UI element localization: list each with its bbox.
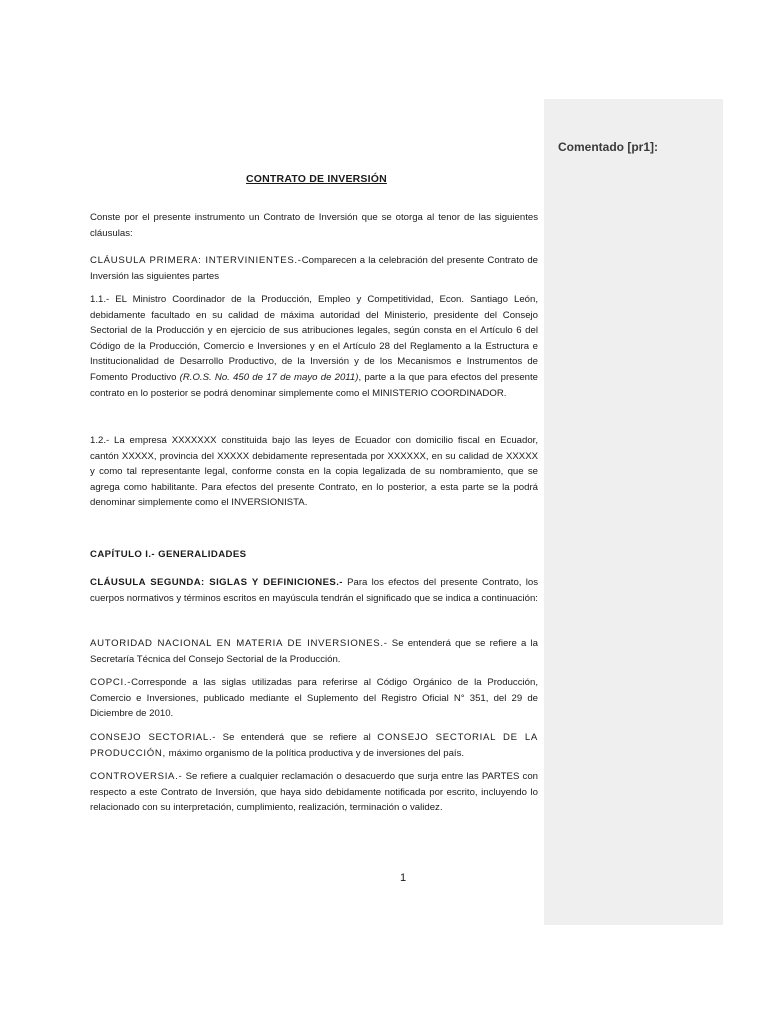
definition-autoridad-text: Se entenderá que se refiere a la Secretaría Técnica del Consejo Sectorial de la Producción. xyxy=(90,638,538,665)
definition-autoridad-term: AUTORIDAD NACIONAL EN MATERIA DE INVERSIONES.- xyxy=(90,638,388,649)
definition-consejo-term: CONSEJO SECTORIAL.- xyxy=(90,732,217,743)
paragraph-1-2: 1.2.- La empresa XXXXXXX constituida bajo las leyes de Ecuador con domicilio fiscal en Ecuador, cantón XXXXX, provincia del XXXXX debidamente representada por XXXXXX, en su calidad de XXXXX y como tal representante legal, conforme consta en la copia legalizada de su nombramiento, que se agrega como habilitante. Para efectos del presente Contrato, en lo posterior, a esta parte se la podrá denominar simplemente como el INVERSIONISTA. xyxy=(90,435,538,509)
definition-consejo-text-a: Se entenderá que se refiere al xyxy=(216,732,378,743)
paragraph-1-1 xyxy=(90,292,538,401)
definition-consejo-term-b: CONSEJO SECTORIAL DE LA PRODUCCIÓN, xyxy=(90,732,538,759)
clausula-primera-heading: CLÁUSULA PRIMERA: INTERVINIENTES.- xyxy=(90,255,302,266)
definition-controversia xyxy=(90,769,538,816)
document-title: CONTRATO DE INVERSIÓN xyxy=(246,173,387,185)
clausula-segunda-heading: CLÁUSULA SEGUNDA: SIGLAS Y DEFINICIONES.- xyxy=(90,577,343,588)
paragraph-1-1-text-b: , parte a la que para efectos del presente contrato en lo posterior se podrá denominar simplemente como el MINISTERIO COORDINADOR. xyxy=(90,371,538,399)
capitulo-heading: CAPÍTULO I.- GENERALIDADES xyxy=(90,549,247,560)
comment-pane xyxy=(544,99,723,925)
definition-copci-text: Corresponde a las siglas utilizadas para referirse al Código Orgánico de la Producción, Comercio e Inversiones, publicado mediante el Suplemento del Registro Oficial N° 351, del 29 de Diciembre de 2010. xyxy=(90,677,538,720)
paragraph-1-1-text-a: 1.1.- EL Ministro Coordinador de la Producción, Empleo y Competitividad, Econ. Santiago León, debidamente facultado en su calidad de máxima autoridad del Ministerio, presidente del Consejo Sectorial de la Producción y en ejercicio de sus atribuciones legales, según consta en el Artículo 6 del Código de la Producción, Comercio e Inversiones y en el Artículo 28 del Reglamento a la Estructura e Institucionalidad de Desarrollo Productivo, de la Inversión y de los Mecanismos e Instrumentos de Fomento Productivo xyxy=(90,294,538,383)
clausula-segunda-text: Para los efectos del presente Contrato, los cuerpos normativos y términos escritos en mayúscula tendrán el significado que se indica a continuación: xyxy=(90,577,538,604)
clausula-primera-paragraph xyxy=(90,253,538,284)
clausula-segunda-paragraph xyxy=(90,575,538,606)
definition-copci-term: COPCI.- xyxy=(90,677,132,688)
definition-controversia-term: CONTROVERSIA.- xyxy=(90,771,183,782)
page-number: 1 xyxy=(400,872,407,884)
definition-copci xyxy=(90,675,538,722)
intro-paragraph: Conste por el presente instrumento un Contrato de Inversión que se otorga al tenor de las siguientes cláusulas: xyxy=(90,212,538,239)
comment-title[interactable]: Comentado [pr1]: xyxy=(558,140,658,154)
definition-consejo-text-b: máximo organismo de la política productiva y de inversiones del país. xyxy=(165,747,465,759)
clausula-primera-text: Comparecen a la celebración del presente Contrato de Inversión las siguientes partes xyxy=(90,255,539,282)
definition-autoridad xyxy=(90,636,538,667)
definition-consejo xyxy=(90,730,538,761)
definition-controversia-text: Se refiere a cualquier reclamación o desacuerdo que surja entre las PARTES con respecto a este Contrato de Inversión, que haya sido debidamente notificada por escrito, incluyendo lo relacionado con su interpretación, cumplimiento, realización, terminación o validez. xyxy=(90,771,538,814)
paragraph-1-1-citation: (R.O.S. No. 450 de 17 de mayo de 2011) xyxy=(179,371,359,383)
